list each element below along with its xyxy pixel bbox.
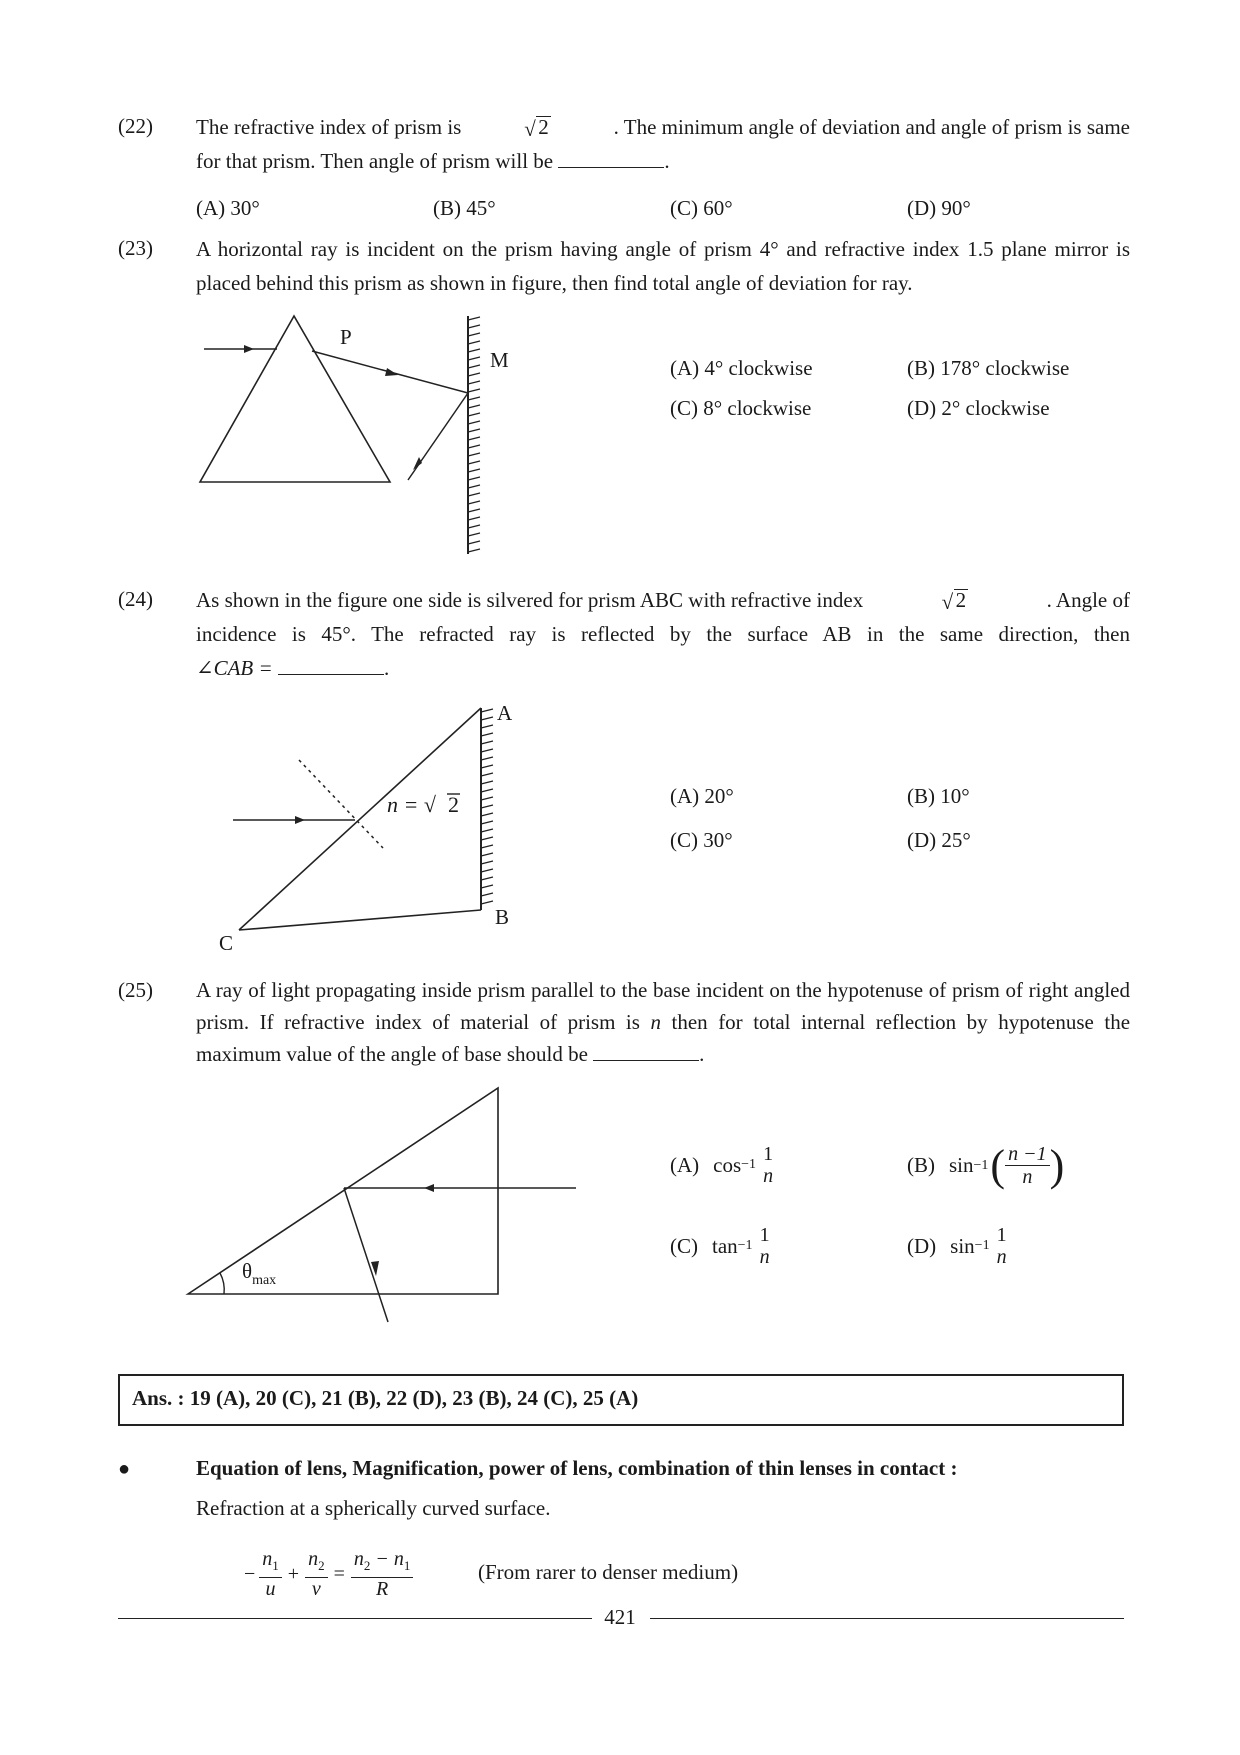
answer-blank [558,153,664,168]
q22-line2: for that prism. Then angle of prism will be [196,149,554,173]
q25-option-c: (C) tan −1 1 n [670,1224,770,1268]
question-number-24: (24) [118,587,153,611]
q22-option-a: (A) 30° [196,196,260,220]
question-number-25: (25) [118,978,153,1002]
normal-line [299,760,383,848]
reflected-ray [344,1188,388,1322]
vertex-b-label: B [495,905,510,929]
q24-line1-b: . Angle of [1046,588,1130,612]
question-23-text: A horizontal ray is incident on the prism having angle of prism 4° and refractive index 1.5 plane mirror is placed behind this prism as shown in figure, then find total angle of deviation for ray. [196,237,1130,295]
prism-triangle [200,316,390,482]
prism-mirror-figure [190,310,530,560]
silvered-prism-figure [215,700,545,960]
q22-option-b: (B) 45° [433,196,496,220]
footer-rule-left [118,1618,592,1619]
footer-rule-right [650,1618,1124,1619]
vertex-a-label: A [497,701,513,725]
q24-line2: incidence is 45°. The refracted ray is reflected by the surface AB in the same direction, then [196,622,1130,646]
prism-outline [188,1088,498,1294]
q22-line1-a: The refractive index of prism is [196,115,462,139]
prism-side-cb [239,910,481,930]
arrow-head [295,816,305,824]
q24-line3: ∠CAB = [196,656,273,680]
angle-arc [220,1273,224,1294]
mirror-hatching [468,317,480,552]
sqrt-symbol: √ 2 [941,588,967,614]
section-subheading: Refraction at a spherically curved surface. [196,1496,551,1520]
q25-option-a: (A) cos −1 1 n [670,1143,774,1187]
q24-option-d: (D) 25° [907,828,971,852]
page-number: 421 [604,1605,636,1629]
mirror-label: M [490,348,509,372]
question-25-text: A ray of light propagating inside prism parallel to the base incident on the hypotenuse of prism of right angled prism. If refractive index of material of prism is n then for total internal reflection by hypotenuse the maximum value of the angle of base should be . [196,978,1131,1066]
question-24-text: As shown in the figure one side is silvered for prism ABC with refractive index √ 2 . Angle of incidence is 45°. The refracted ray is reflected by the surface AB in the same direction, then ∠CAB = . [196,583,1130,685]
refractive-index-value: 2 [448,792,459,817]
q23-option-a: (A) 4° clockwise [670,356,813,380]
bullet: ● [118,1458,131,1480]
section-heading: Equation of lens, Magnification, power of lens, combination of thin lenses in contact : [196,1456,958,1480]
q24-option-c: (C) 30° [670,828,733,852]
prism-side-ca [239,708,481,930]
q24-line1-a: As shown in the figure one side is silvered for prism ABC with refractive index [196,588,864,612]
arrow-head [244,345,254,353]
arrow-head [413,457,422,470]
arrow-head [424,1184,434,1192]
q22-option-c: (C) 60° [670,196,733,220]
refractive-index-label: n = √ [387,792,436,817]
silvered-surface-hatching [481,709,493,904]
right-angled-prism-figure [180,1080,600,1340]
question-number-23: (23) [118,236,153,260]
question-number-22: (22) [118,114,153,138]
reflected-ray [408,393,468,480]
q23-option-b: (B) 178° clockwise [907,356,1070,380]
answer-blank [278,660,384,675]
sqrt-symbol: √ 2 [524,115,549,141]
refraction-formula: − $\frac{n_1}{u}$ + $\frac{n_2}{v}$ = $\frac{n_2 - n_1}{R}$ [244,1548,413,1600]
q22-option-d: (D) 90° [907,196,971,220]
arrow-head [385,368,398,376]
q22-line1-b: . The minimum angle of deviation and angle of prism is same [613,115,1130,139]
formula-note: (From rarer to denser medium) [478,1560,739,1584]
q25-option-b: (B) sin −1 ( $\frac{n -1}{n}$ ) [907,1140,1065,1190]
q23-option-c: (C) 8° clockwise [670,396,812,420]
q23-option-d: (D) 2° clockwise [907,396,1050,420]
q24-option-b: (B) 10° [907,784,970,808]
question-22-text: The refractive index of prism is √ 2 . The minimum angle of deviation and angle of prism is same for that prism. Then angle of prism will be . [196,110,1130,178]
prism-label: P [340,325,352,349]
theta-max-label: $\theta_{max}$ [242,1259,277,1288]
answer-key-box [118,1374,1124,1426]
q24-option-a: (A) 20° [670,784,734,808]
vertex-c-label: C [219,931,234,955]
answer-key: Ans. : 19 (A), 20 (C), 21 (B), 22 (D), 23 (B), 24 (C), 25 (A) [132,1386,639,1410]
answer-blank [593,1046,699,1061]
q25-option-d: (D) sin −1 1 n [907,1224,1007,1268]
